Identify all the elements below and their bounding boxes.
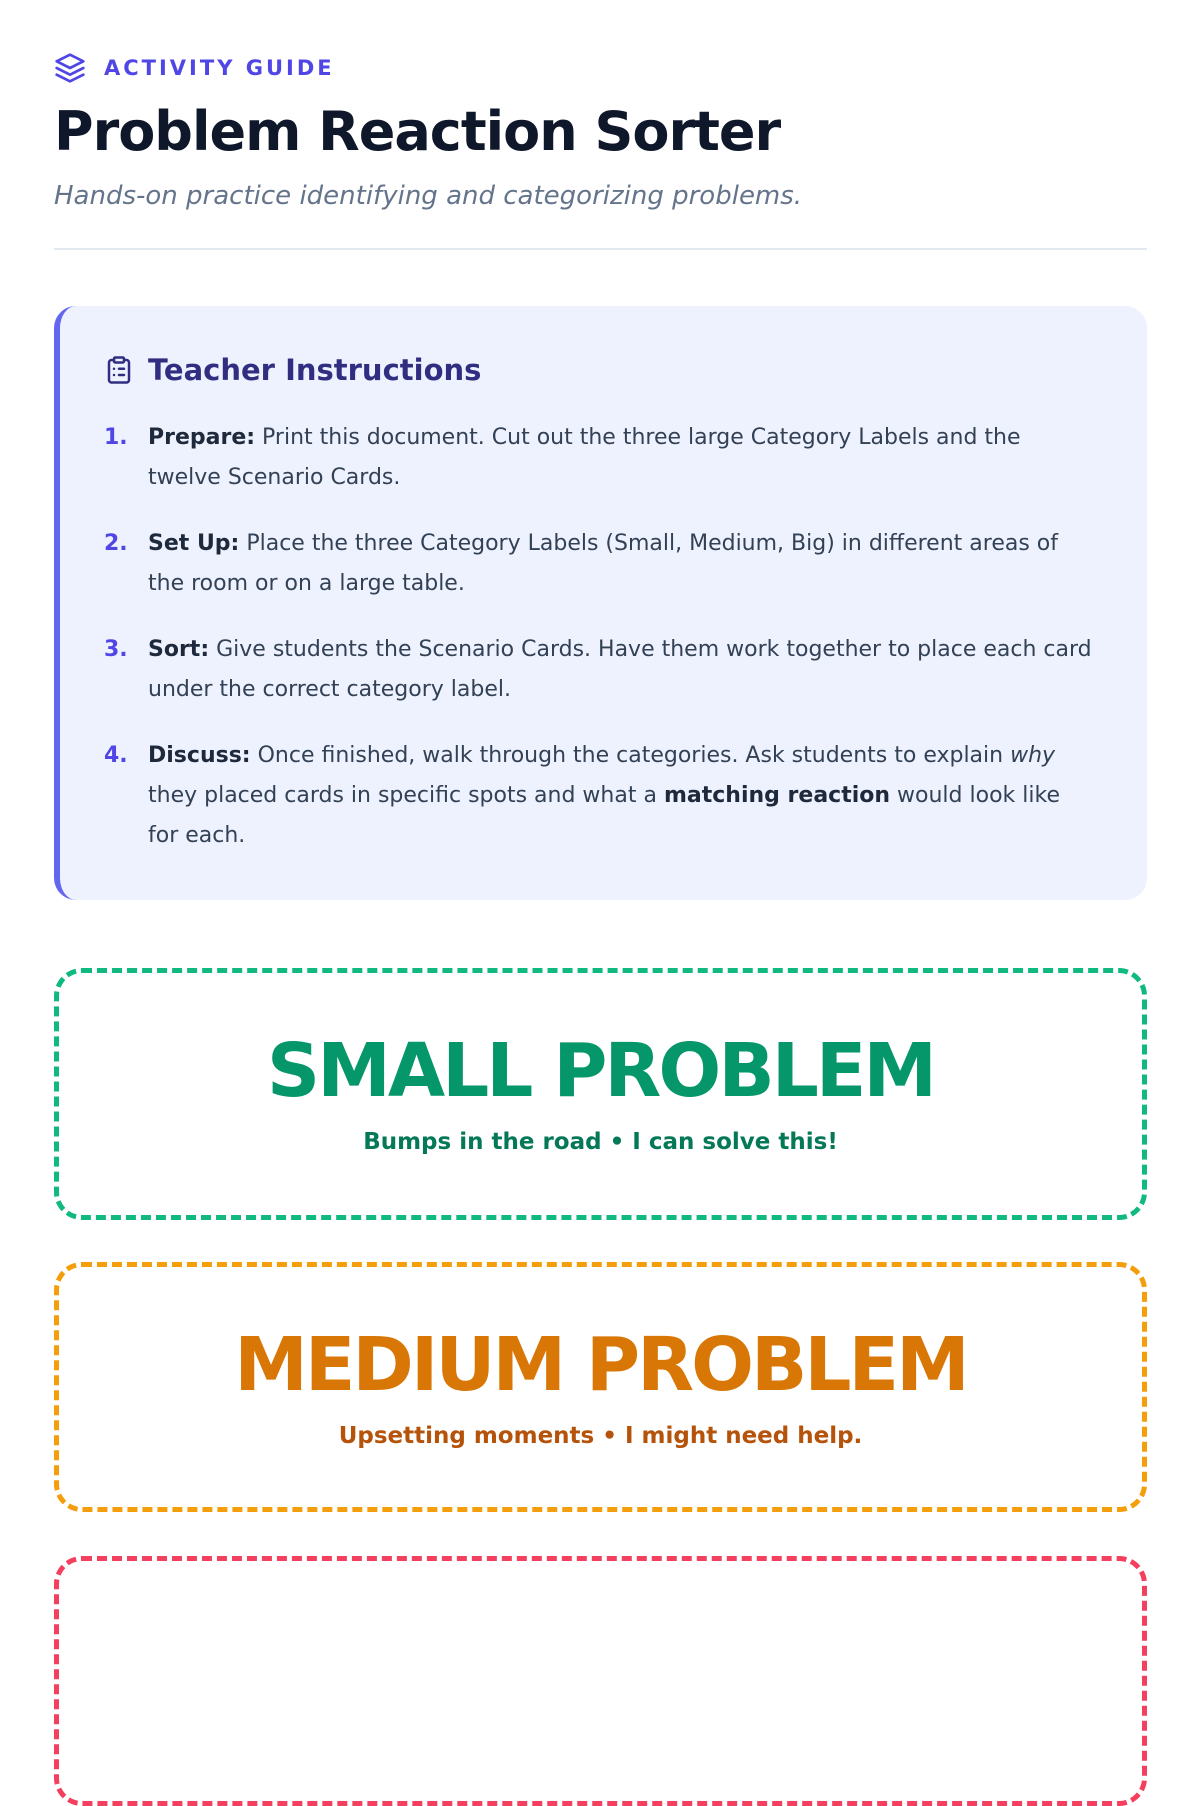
step-description: Give students the Scenario Cards. Have them work together to place each card under the correct category label. xyxy=(148,637,1092,702)
step-set-up xyxy=(104,524,1097,604)
step-description: Once finished, walk through the categories. Ask students to explain xyxy=(250,743,1011,768)
step-description: would look like for each. xyxy=(148,783,1060,848)
step-discuss xyxy=(104,736,1097,856)
step-description: they placed cards in specific spots and what a xyxy=(148,783,664,808)
eyebrow xyxy=(54,52,335,84)
step-description: Place the three Category Labels (Small, Medium, Big) in different areas of the room or on a large table. xyxy=(148,531,1058,596)
step-label: Set Up: xyxy=(148,531,240,556)
step-description: Print this document. Cut out the three large Category Labels and the twelve Scenario Cards. xyxy=(148,425,1021,490)
step-sort xyxy=(104,630,1097,710)
step-number: 2. xyxy=(104,531,128,556)
step-prepare xyxy=(104,418,1097,498)
step-label: Prepare: xyxy=(148,425,256,450)
step-number: 1. xyxy=(104,425,128,450)
step-text xyxy=(148,630,1097,710)
layers-icon xyxy=(54,52,86,84)
emphasis-why: why xyxy=(1010,743,1056,768)
category-label-small xyxy=(54,968,1147,1220)
instructions-title: Teacher Instructions xyxy=(148,353,482,387)
category-subtitle: Bumps in the road • I can solve this! xyxy=(363,1129,838,1155)
page-title: Problem Reaction Sorter xyxy=(54,100,781,163)
teacher-instructions-panel xyxy=(54,306,1147,900)
step-text xyxy=(148,418,1097,498)
instruction-steps xyxy=(104,418,1097,856)
category-title: SMALL PROBLEM xyxy=(266,1028,935,1114)
step-label: Discuss: xyxy=(148,743,251,768)
step-number: 3. xyxy=(104,637,128,662)
category-title: MEDIUM PROBLEM xyxy=(234,1322,967,1408)
step-label: Sort: xyxy=(148,637,210,662)
step-number: 4. xyxy=(104,743,128,768)
header-divider xyxy=(54,248,1147,250)
page-subtitle: Hands-on practice identifying and categorizing problems. xyxy=(54,181,803,211)
category-label-big xyxy=(54,1556,1147,1806)
instructions-header xyxy=(104,348,1097,392)
category-subtitle: Upsetting moments • I might need help. xyxy=(338,1423,863,1449)
eyebrow-label: ACTIVITY GUIDE xyxy=(104,56,335,80)
step-text xyxy=(148,524,1097,604)
category-label-medium xyxy=(54,1262,1147,1512)
emphasis-matching-reaction: matching reaction xyxy=(663,783,891,808)
clipboard-icon xyxy=(104,355,134,385)
step-text xyxy=(148,736,1097,856)
